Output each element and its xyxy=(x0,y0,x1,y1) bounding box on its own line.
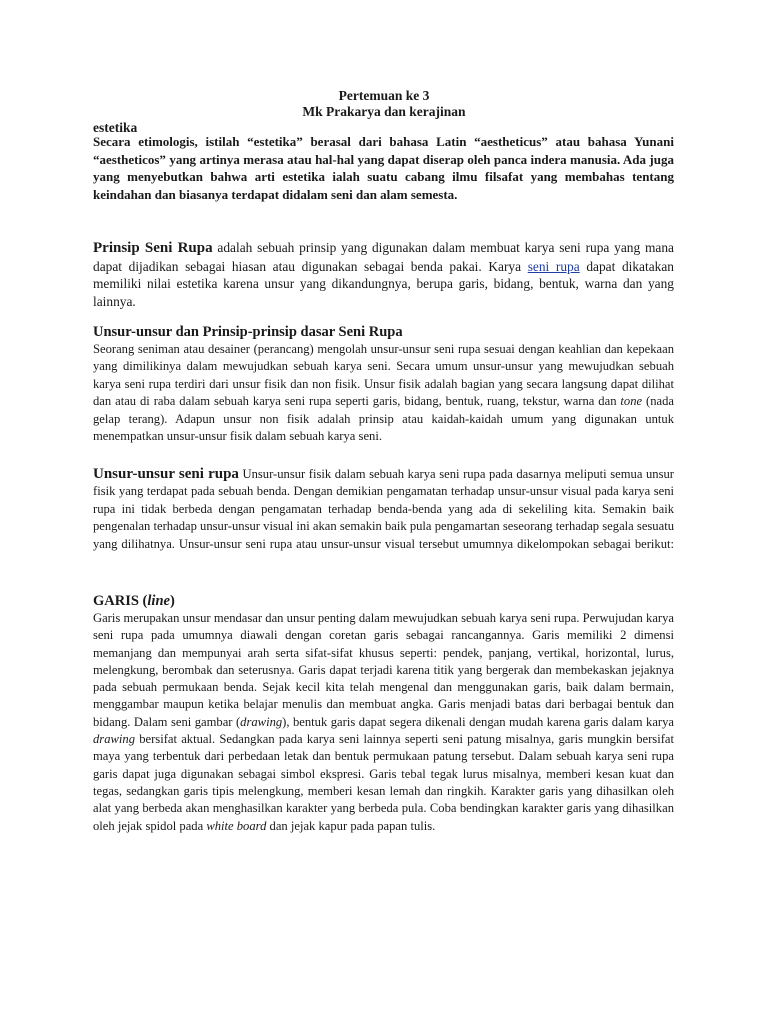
meeting-title: Pertemuan ke 3 xyxy=(338,88,430,103)
garis-heading-text: GARIS ( xyxy=(93,593,148,609)
course-title: Mk Prakarya dan kerajinan xyxy=(302,104,466,119)
white-board-term: white board xyxy=(206,818,267,833)
prinsip-text-a: adalah sebuah prinsip yang digunakan dalam membuat karya seni rupa yang mana dapat dijadikan sebagai hiasan atau digunakan sebagai benda pakai. Karya xyxy=(93,240,674,274)
tone-term: tone xyxy=(620,394,643,409)
estetika-label: estetika xyxy=(93,120,138,135)
unsur-prinsip-paragraph xyxy=(93,341,674,445)
unsur-prinsip-heading: Unsur-unsur dan Prinsip-prinsip dasar Seni Rupa xyxy=(93,324,403,340)
unsur-seni-rupa-text: Unsur-unsur fisik dalam sebuah karya seni rupa pada dasarnya meliputi semua unsur fisik yang terdapat pada sebuah benda. Dengan demikian pengamatan terhadap unsur-unsur visual pada karya seni rupa ini tidak berbeda dengan pengamatan terhadap benda-benda yang ada di sekeliling kita. Semakin baik pengenalan terhadap unsur-unsur visual ini akan semakin baik pula pengamartan seseorang terhadap segala sesuatu yang dilihatnya. Unsur-unsur seni rupa atau unsur-unsur visual tersebut umumnya dikelompokan sebagai berikut: xyxy=(93,467,674,551)
garis-heading-italic: line xyxy=(147,593,170,609)
unsur-seni-rupa-paragraph xyxy=(93,465,674,553)
estetika-paragraph: Secara etimologis, istilah “estetika” berasal dari bahasa Latin “aestheticus” atau bahasa Yunani “aestheticos” yang artinya merasa atau hal-hal yang dapat diserap oleh panca indera manusia. Ada juga yang menyebutkan bahwa arti estetika ialah suatu cabang ilmu filsafat yang membahas tentang keindahan dan biasanya terdapat didalam seni dan alam semesta. xyxy=(93,134,674,202)
prinsip-term: Prinsip Seni Rupa xyxy=(93,240,213,256)
drawing-term-1: drawing xyxy=(240,714,283,729)
garis-heading xyxy=(93,592,674,610)
garis-text-b: ), bentuk garis dapat segera dikenali dengan mudah karena garis dalam karya xyxy=(282,714,674,729)
unsur-prinsip-text-b: (nada gelap terang). Adapun unsur non fisik adalah prinsip atau kaidah-kaidah umum yang digunakan untuk menempatkan unsur-unsur fisik dalam sebuah karya seni. xyxy=(93,394,674,444)
garis-text-d: dan jejak kapur pada papan tulis. xyxy=(266,818,436,833)
garis-text-c: bersifat aktual. Sedangkan pada karya seni lainnya seperti seni patung misalnya, garis mungkin bersifat maya yang terbentuk dari perbedaan letak dan bentuk permukaan patung tersebut. Dalam sebuah karya seni rupa garis dapat juga digunakan sebagai simbol ekspresi. Garis tebal tegak lurus misalnya, memberi kesan kuat dan tegas, sedangkan garis tipis melengkung, memberi kesan lemah dan ringkih. Karakter garis yang dihasilkan oleh alat yang berbeda akan menghasilkan karakter yang berbeda pula. Coba bendingkan karakter garis yang dihasilkan oleh jejak spidol pada xyxy=(93,732,674,833)
garis-text-a: Garis merupakan unsur mendasar dan unsur penting dalam mewujudkan sebuah karya seni rupa. Perwujudan karya seni rupa pada umumnya diawali dengan coretan garis sebagai rancangannya. Garis memiliki 2 dimensi memanjang dan mempunyai arah serta sifat-sifat khusus seperti: pendek, panjang, vertikal, horizontal, lurus, melengkung, berombak dan seterusnya. Garis dapat terjadi karena titik yang bergerak dan membekaskan jejaknya pada sebuah permukaan benda. Sejak kecil kita telah mengenal dan menggunakan garis, baik dalam bermain, menggambar maupun ketika belajar menulis dan membuat angka. Garis menjadi batas dari berbagai bentuk dan bidang. Dalam seni gambar ( xyxy=(93,611,674,729)
garis-paragraph xyxy=(93,610,674,835)
garis-heading-close: ) xyxy=(169,593,175,609)
unsur-seni-rupa-term: Unsur-unsur seni rupa xyxy=(93,466,239,482)
prinsip-paragraph xyxy=(93,239,674,310)
prinsip-text-b: dapat dikatakan memiliki nilai estetika karena unsur yang dikandungnya, berupa garis, bidang, bentuk, warna dan yang lainnya. xyxy=(93,258,675,309)
seni-rupa-link[interactable]: seni rupa xyxy=(527,258,580,274)
unsur-prinsip-text-a: Seorang seniman atau desainer (perancang) mengolah unsur-unsur seni rupa sesuai dengan keahlian dan kepekaan yang dimilikinya dalam mewujudkan sebuah karya seni. Secara umum unsur-unsur yang mewujudkan sebuah karya seni rupa terdiri dari unsur fisik dan non fisik. Unsur fisik adalah bagian yang secara langsung dapat dilihat dan atau di raba dalam sebuah karya seni rupa seperti garis, bidang, bentuk, ruang, tekstur, warna dan xyxy=(93,342,674,409)
drawing-term-2: drawing xyxy=(93,732,135,747)
